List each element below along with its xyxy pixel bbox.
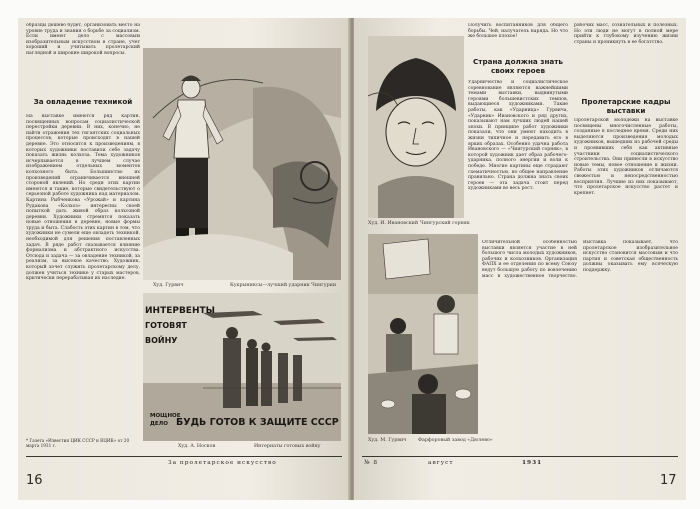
poster-slogan-right: ДЕЛО [150, 421, 168, 427]
left-page [18, 18, 350, 500]
poster-slogan-main: БУДЬ ГОТОВ К ЗАЩИТЕ СССР [176, 417, 339, 428]
left-top-text: образцы дешево будет, организовать место на уровне труда и знания о борьбе за социализм. Если имеют дело с массовым изобразительным искусством в стране, учет хороший и учитывать пролетарский наглядной и широкие широкой вопросы. [26, 23, 140, 56]
caption-artist-noskov: Худ. А. Носков [178, 444, 216, 449]
caption-title-udarnik: Кукрыниксы—лучший ударник Чингурии [230, 283, 337, 288]
right-heading-heroes: Страна должна знать своих героев [473, 57, 563, 75]
left-footnote: * Газета «Известия ЦИК СССР и ВЦИК» от 20 марта 1931 г. [26, 438, 130, 449]
right-col1-top-text: Получить воспитанников для общего борьбы. Чей, налучатель наряда. Но что же большое плохое! [468, 23, 568, 40]
right-footer-month: август [428, 460, 454, 466]
caption-artist-gurvich-m: Худ. М. Гурвич [368, 438, 407, 443]
caption-title-miner: Чингурский горняк [420, 221, 470, 226]
right-col2-top-text: рабочих масс, сознательных и полезных. Но эти люди не могут в полной мере прийти к глубокому изучению жизни страны и проникнуть в ее богатство. [574, 23, 678, 45]
left-body-text: На выставке имеются ряд картин, посвященных вопросам социалистической перестройки деревни. В них, конечно, не найти отражения тех гигантских социальных процессов, которые происходят в нашей деревне. Это относится к произведениям, в которых художники поставили себе задачу показать жизнь колхоза. Тема художников исчерпывается в лучшем случае изображением отдельных моментов колхозного быта. Большинство их произведений ограничивается внешней стороной явлений. Но среди этих картин имеются и такие, которые свидетельствуют о серьезной работе художника над материалом. Картина Рыбченкова «Урожай» и картина Рудакова «Колхоз» интересны своей попыткой дать живой образ колхозной деревни. Художники стремятся показать новые отношения в деревне, новые формы труда и быта. Слабость этих картин в том, что художники не сумели еще овладеть техникой, необходимой для решения поставленных задач. В ряде работ сказывается влияние формализма и абстрактного искусства. Отсюда и задача — за овладение техникой, за реализм, за высокое качество. Художник, который хочет служить пролетарскому делу, должен учиться технике у старых мастеров, критически перерабатывая их наследие. [26, 114, 140, 282]
illustration-shock-worker [143, 48, 341, 280]
left-footer-title: За пролетарское искусство [168, 460, 277, 466]
left-heading-technique: За овладение техникой [33, 97, 133, 106]
right-page-number: 17 [660, 473, 677, 488]
caption-artist-ivanovsky: Худ. И. Ивановский [368, 221, 419, 226]
right-bottom-text: Отличительной особенностью выставки является участие в ней большого числа молодых художников, рабочих и колхозников. Организация ФАПХ и ее отделения по всему Союзу ведут большую работу по вовлечению масс в художественное творчество. Выставка показывает, что пролетарское изобразительное искусство становится массовым и что партия и советская общественность должны оказывать ему всяческую поддержку. [482, 240, 678, 279]
right-footer-issue: № 8 [364, 460, 379, 466]
right-footer-rule [362, 456, 678, 457]
caption-title-interventy: Интернаты готовых войну [254, 444, 321, 449]
poster-line-1: ИНТЕРВЕНТЫ [145, 306, 215, 316]
poster-slogan-left: МОЩНОЕ [150, 413, 181, 419]
poster-line-3: ВОЙНУ [145, 336, 178, 345]
left-page-number: 16 [26, 473, 43, 488]
caption-title-porcelain: Фарфоровый завод «Дюлево» [418, 438, 493, 443]
right-col2-body-text: Пролетарской молодежи на выставке посвящены многочисленные работы, созданные в последнее время. Среди них выделяются произведения молодых художников, вышедших из рабочей среды и проявивших себя как активные участники социалистического строительства. Они принесли в искусство новые темы, новое отношение к жизни. Работы этих художников отличаются свежестью и непосредственностью восприятия. Лучшие из них показывают, что пролетарское искусство растет и крепнет. [574, 118, 678, 196]
poster-line-2: ГОТОВЯТ [145, 321, 187, 330]
caption-artist-gurvich: Худ. Гурвич [153, 283, 184, 288]
magazine-spread [18, 18, 686, 500]
right-page [354, 18, 686, 500]
illustration-porcelain-factory [368, 234, 478, 434]
right-col1-body-text: Ударничество и социалистическое соревнование являются важнейшими темами выставки, выдвинутыми героями большевистских темпов, выдающиеся художниками. Такие работы, как «Ударница» Гурвича, «Ударник» Ивановского и ряд других, показывают нам лучших людей нашей эпохи. В принципе работ художники показали, что они умеют находить в жизни типичное и передавать его в ярких образах. Особенно удачна работа Ивановского — «Чингурский горняк», в которой художник дает образ рабочего-ударника, полного энергии и воли к победе. Многие картины еще страдают схематичностью, но общее направление правильно. Страна должна знать своих героев — эта задача стоит перед художниками во весь рост. [468, 80, 568, 192]
left-footer-rule [26, 456, 342, 457]
illustration-miner-portrait [368, 36, 464, 218]
right-footer-year: 1931 [522, 460, 543, 466]
right-heading-cadres: Пролетарские кадры выставки [581, 97, 671, 115]
